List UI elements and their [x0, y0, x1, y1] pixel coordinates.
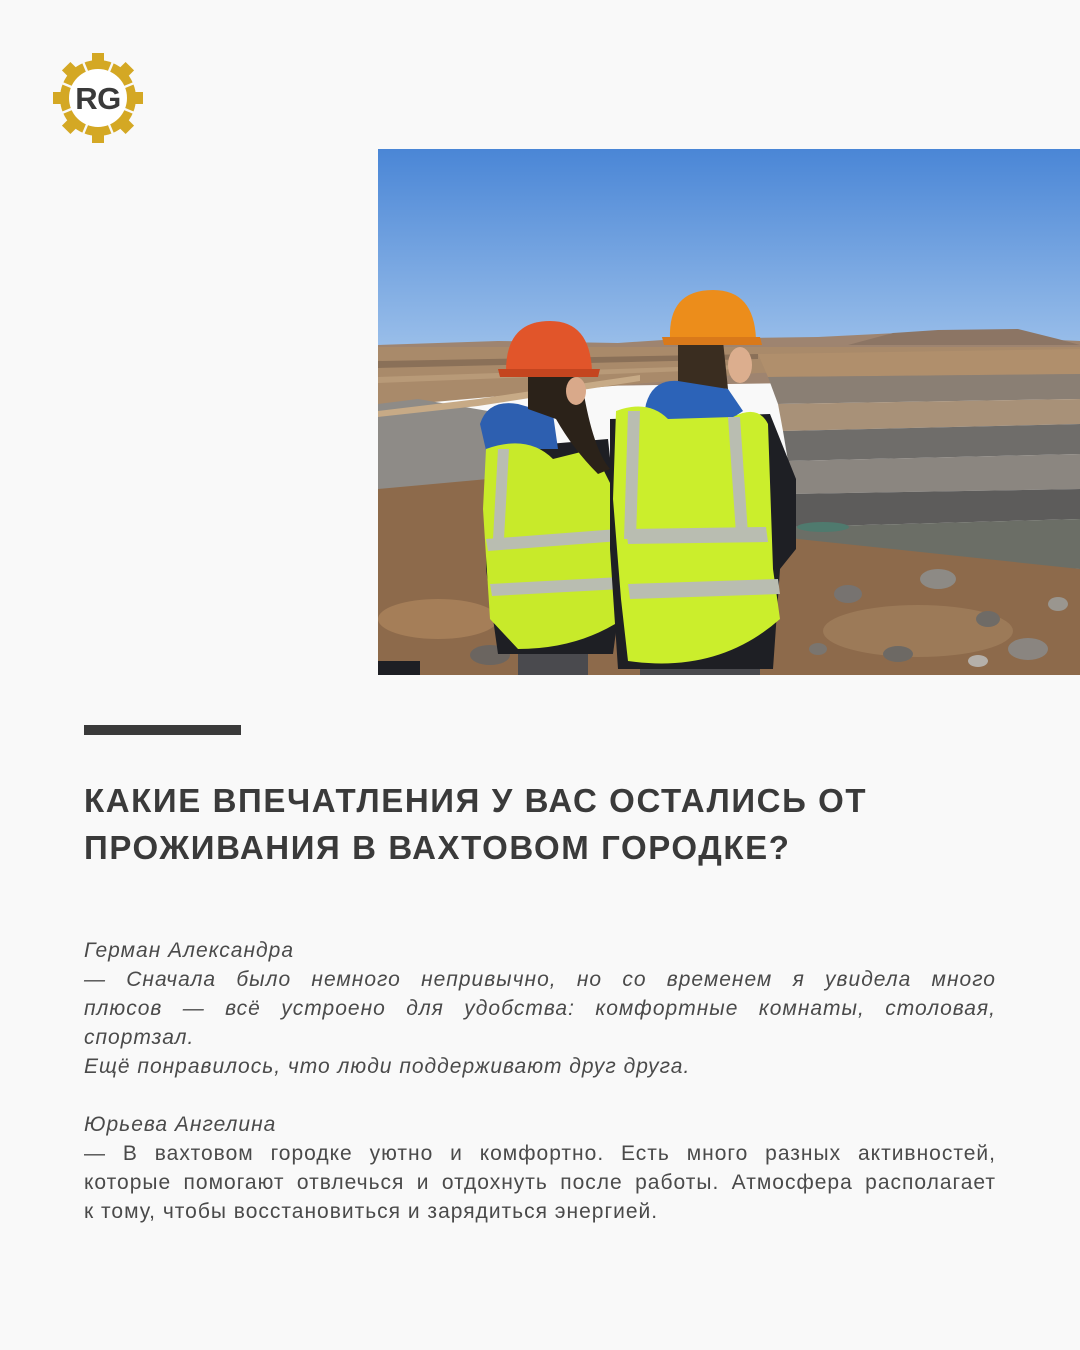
heading-line: ПРОЖИВАНИЯ В ВАХТОВОМ ГОРОДКЕ? [84, 829, 791, 866]
brand-logo [52, 52, 144, 144]
quote-block [84, 1110, 996, 1226]
quote-line: плюсов — всё устроено для удобства: комфортные комнаты, столовая, спортзал. [84, 997, 996, 1049]
quote-author: Юрьева Ангелина [84, 1113, 277, 1136]
quote-line: Ещё понравилось, что люди поддерживают друг друга. [84, 1055, 691, 1078]
quote-author: Герман Александра [84, 939, 294, 962]
section-divider [84, 725, 241, 735]
logo-text: RG [75, 81, 121, 116]
quote-block [84, 936, 996, 1081]
question-heading [84, 777, 867, 871]
quote-line: к тому, чтобы восстановиться и зарядиться энергией. [84, 1200, 659, 1223]
mine-terraces [758, 349, 1080, 569]
quote-line: которые помогают отвлечься и отдохнуть после работы. Атмосфера располагает [84, 1171, 996, 1194]
quote-line: — Сначала было немного непривычно, но со временем я увидела много [84, 968, 996, 991]
quote-line: — В вахтовом городке уютно и комфортно. Есть много разных активностей, [84, 1142, 996, 1165]
hero-photo [378, 149, 1080, 675]
heading-line: КАКИЕ ВПЕЧАТЛЕНИЯ У ВАС ОСТАЛИСЬ ОТ [84, 782, 868, 819]
